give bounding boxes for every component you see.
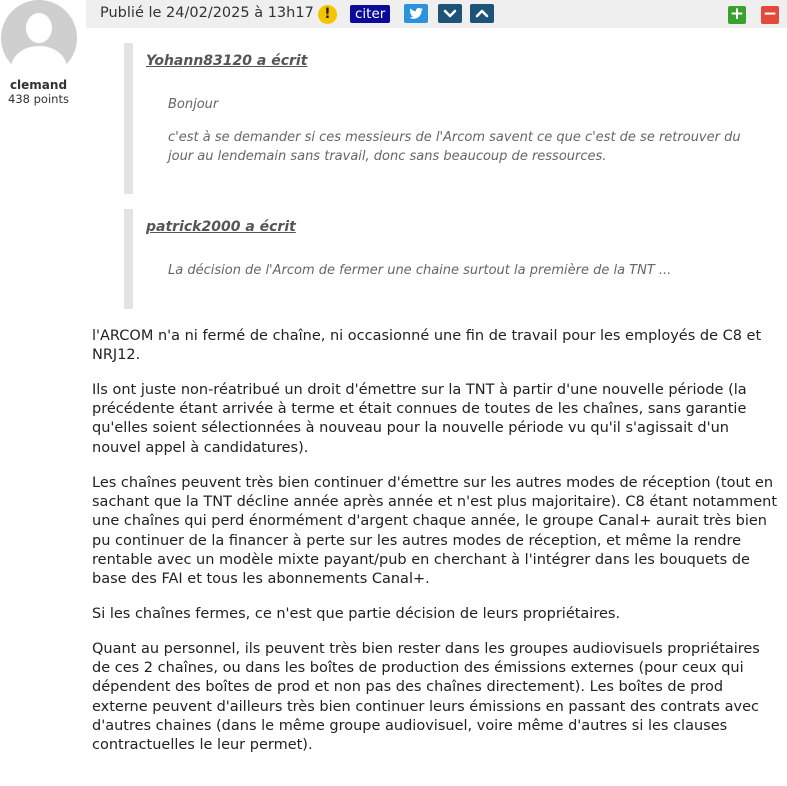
avatar[interactable] [1,0,77,76]
report-warning-icon[interactable]: ! [318,5,337,24]
twitter-share-button[interactable] [404,4,428,23]
post-paragraph: Si les chaînes fermes, ce n'est que partie décision de leurs propriétaires. [92,606,621,622]
post-paragraph: l'ARCOM n'a ni fermé de chaîne, ni occasionné une fin de travail pour les employés de C8 et NRJ12. [92,328,762,364]
author-username[interactable]: clemand [9,78,68,92]
post-paragraph: Quant au personnel, ils peuvent très bien rester dans les groupes audiovisuels propriétaires de ces 2 chaînes, ou dans les boîtes de production des émissions externes (pour ceux qui dépendent des boîtes de prod et non pas des chaînes directement). Les boîtes de prod externe peuvent d'ailleurs très bien continuer leurs émissions en passant des contrats avec d'autres chaines (dans le même groupe audiovisuel, voire même d'autres si les clauses contractuelles le leur permet). [92,641,760,754]
quote-text: La décision de l'Arcom de fermer une chaine surtout la première de la TNT ... [168,263,672,278]
quote-block [124,209,764,309]
author-panel [0,0,77,106]
previous-post-button[interactable] [470,4,494,23]
publish-date: Publié le 24/02/2025 à 13h17 [100,5,314,21]
post-header [86,0,787,28]
post-paragraph: Les chaînes peuvent très bien continuer d'émettre sur les autres modes de réception (tout en sachant que la TNT décline année après année et n'est plus majoritaire). C8 étant notamment une chaînes qui perd énormément d'argent chaque année, le groupe Canal+ aurait très bien pu continuer de la financer à perte sur les autres modes de réception, et même la rendre rentable avec un modèle mixte payant/pub en cherchant à l'intégrer dans les bouquets de base des FAI et tous les abonnements Canal+. [92,475,778,588]
quote-author-link[interactable]: Yohann83120 a écrit [146,53,308,69]
quote-text: c'est à se demander si ces messieurs de l'Arcom savent ce que c'est de se retrouver du jour au lendemain sans travail, donc sans beaucoup de ressources. [168,130,741,164]
cite-button[interactable]: citer [350,5,390,23]
upvote-button[interactable]: + [729,4,745,24]
quote-author-link[interactable]: patrick2000 a écrit [146,219,296,235]
twitter-bird-icon [404,4,428,23]
post-paragraph: Ils ont juste non-réatribué un droit d'émettre sur la TNT à partir d'une nouvelle période (la précédente étant arrivée à terme et était connues de toutes de les chaînes, sans garantie qu'elles soient sélectionnées à nouveau pour la nouvelle période vu qu'il s'agissait d'un nouvel appel à candidatures). [92,382,747,456]
next-post-button[interactable] [438,4,462,23]
chevron-up-icon [470,4,494,23]
avatar-body-shape [11,46,67,76]
avatar-head-shape [26,13,52,43]
chevron-down-icon [438,4,462,23]
downvote-button[interactable]: − [762,4,778,24]
author-points: 438 points [8,92,69,106]
quote-block [124,43,764,194]
quote-text: Bonjour [168,97,219,112]
